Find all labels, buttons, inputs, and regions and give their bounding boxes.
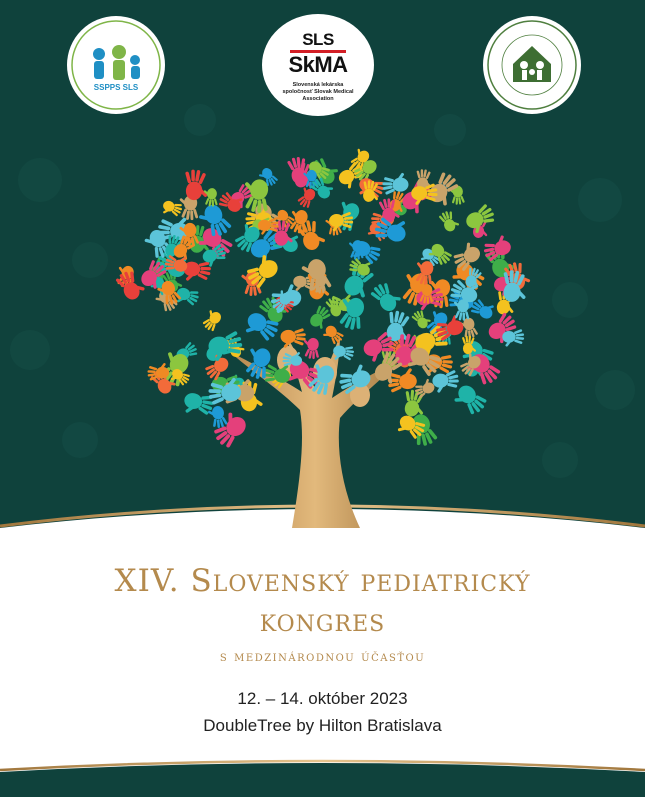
logo-caption: SSPPS SLS (93, 83, 139, 92)
sspps-sls-logo (67, 16, 165, 114)
congress-title-line1: XIV. Slovenský pediatrický (114, 563, 531, 599)
logo-line2: SkMA (288, 52, 348, 77)
sls-skma-logo (262, 14, 374, 116)
family-icon (67, 16, 165, 114)
congress-venue: DoubleTree by Hilton Bratislava (203, 716, 442, 735)
logo-caption: Slovenská lekárska spoločnosť Slovak Medical Association (282, 82, 354, 102)
congress-subtitle: s medzinárodnou účasťou (219, 649, 426, 665)
congress-title-line2: kongres (259, 603, 386, 639)
logo-line1: SLS (302, 30, 334, 49)
house-family-icon (483, 16, 581, 114)
primary-care-pediatrics-logo (483, 16, 581, 114)
congress-dates: 12. – 14. október 2023 (237, 689, 408, 708)
